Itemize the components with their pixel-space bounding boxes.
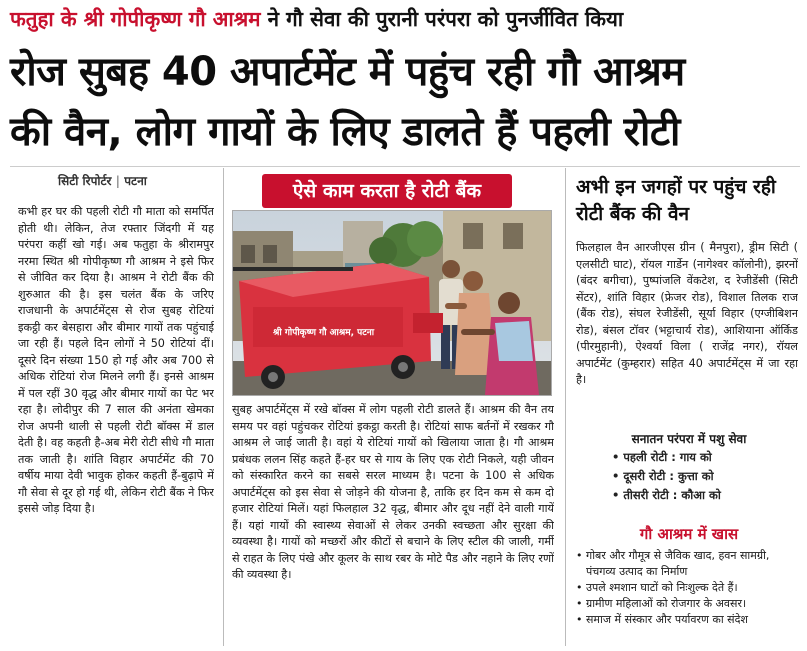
headline-line-1: रोज सुबह 40 अपार्टमेंट में पहुंच रही गौ आश्रम [10,49,685,95]
roti-bank-banner: ऐसे काम करता है रोटी बैंक [262,174,512,208]
kicker-black: ने गौ सेवा की पुरानी परंपरा को पुनर्जीवित किया [260,7,624,31]
column-rule-1 [223,168,224,646]
khas-list [576,548,800,628]
list-item: • दूसरी रोटी : कुत्ता को [612,467,721,486]
kicker-red: फतुहा के श्री गोपीकृष्ण गौ आश्रम [10,7,261,31]
news-photo [232,210,552,396]
byline-reporter: सिटी रिपोर्टर [58,174,112,188]
sanatan-list [612,448,721,505]
byline [58,172,147,189]
middle-column-text: सुबह अपार्टमेंट्स में रखे बॉक्स में लोग पहली रोटी डालते हैं। आश्रम की वैन तय समय पर वहां पहुंचकर रोटियां इकट्ठा करती है। रोटियां साफ बर्तनों में रखकर गौ आश्रम ले जाई जाती है। वहां ये रोटियां गायों को खिलाया जाता है। गौ आश्रम प्रबंधक ललन सिंह कहते हैं-हर घर से गाय के लिए एक रोटी निकले, यही जीवन को संस्कारित करने का सबसे सरल माध्यम है। पटना के 100 से अधिक अपार्टमेंट्स को इस सेवा से जोड़ने की योजना है, ताकि हर दिन कम से कम दो हजार रोटियां मिलें। यहां फिलहाल 32 वृद्ध, बीमार और दूध नहीं देने वाली गायें हैं। यहां गायों की स्वास्थ्य सेवाओं से लेकर उनकी स्वच्छता और सुरक्षा की व्यवस्था है। गायों को मच्छरों और कीटों से बचाने के लिए स्टील की जाली, गर्मी से राहत के लिए पंखे और कूलर के साथ रबर के मोटे पैड और नहाने के लिए रणों की व्यवस्था है। [232,403,554,581]
byline-city: पटना [124,174,147,188]
right-box-title: अभी इन जगहों पर पहुंच रही रोटी बैंक की वैन [576,176,776,225]
list-item: • ग्रामीण महिलाओं को रोजगार के अवसर। [576,596,800,612]
byline-separator: | [115,174,121,188]
list-item: • उपले श्मशान घाटों को निःशुल्क देते हैं। [576,580,800,596]
list-item: • समाज में संस्कार और पर्यावरण का संदेश [576,612,800,628]
column-rule-2 [565,168,566,646]
kicker-line [10,4,800,34]
van-label: श्री गोपीकृष्ण गौ आश्रम, पटना [273,328,375,338]
right-column-text: फिलहाल वैन आरजीएस ग्रीन ( मैनपुरा), ड्रीम सिटी ( एलसीटी घाट), रॉयल गार्डेन (नागेश्वर कॉलोनी), झरनों (बंदर बगीचा), पुष्पांजलि वेंकटेश, द रेजीडेंसी (सिटी सेंटर), शांति विहार (फ्रेजर रोड), विशाल तिलक राज (बैंक रोड), संघल रेजीडेंसी, सूर्या विहार (एग्जीबिशन रोड), बंसल टॉवर (भट्टाचार्य रोड), आशियाना ऑर्किड (पीरमुहानी), ऐश्वर्या विला ( राजेंद्र नगर), रॉयल अपार्टमेंट (कुम्हरार) सहित 40 अपार्टमेंट्स में जा रहा है। [576,241,798,386]
list-item: • पहली रोटी : गाय को [612,448,721,467]
headline-line-2: की वैन, लोग गायों के लिए डालते हैं पहली रोटी [10,109,680,155]
list-item: • तीसरी रोटी : कौआ को [612,486,721,505]
news-photo-illustration [233,211,551,395]
left-column-text: कभी हर घर की पहली रोटी गौ माता को समर्पित होती थी। लेकिन, तेज रफ्तार जिंदगी में यह परंपरा कहीं खो गई। अब फतुहा के श्रीरामपुर नरमा स्थित श्री गोपीकृष्ण गौ आश्रम ने इसे फिर से जीवित कर दिया है। आश्रम ने रोटी बैंक की शुरुआत की है। इस चलंत बैंक के जरिए राजधानी के अपार्टमेंट्स से रोज सुबह रोटियां इकट्ठी कर बेसहारा और बीमार गायों तक पहुंचाई जा रही हैं। पहले दिन लोगों ने 50 रोटियां दीं। दूसरे दिन संख्या 150 हो गई और अब 700 से अधिक रोटियां रोज मिलने लगी हैं। इनसे आश्रम में पल रहीं 30 वृद्ध और बीमार गायों का पेट भर रहा है। लोदीपुर की 7 साल की अनंता खेमका रोज अपनी थाली से पहली रोटी बॉक्स में डाल देती है। वह कहती है-अब मेरी रोटी सीधे गौ माता तक जाती है। शांति विहार अपार्टमेंट की 70 वर्षीय माया देवी भावुक होकर कहती हैं-बुढ़ापे में गौ सेवा से दूर हो गई थी, लेकिन रोटी बैंक ने फिर इससे जोड़ दिया है। [18,205,214,515]
khas-title: गौ आश्रम में खास [639,525,739,543]
header-rule [10,166,800,167]
list-item: • गोबर और गौमूत्र से जैविक खाद, हवन सामग्री, पंचगव्य उत्पाद का निर्माण [576,548,800,580]
sanatan-title: सनातन परंपरा में पशु सेवा [631,432,747,446]
